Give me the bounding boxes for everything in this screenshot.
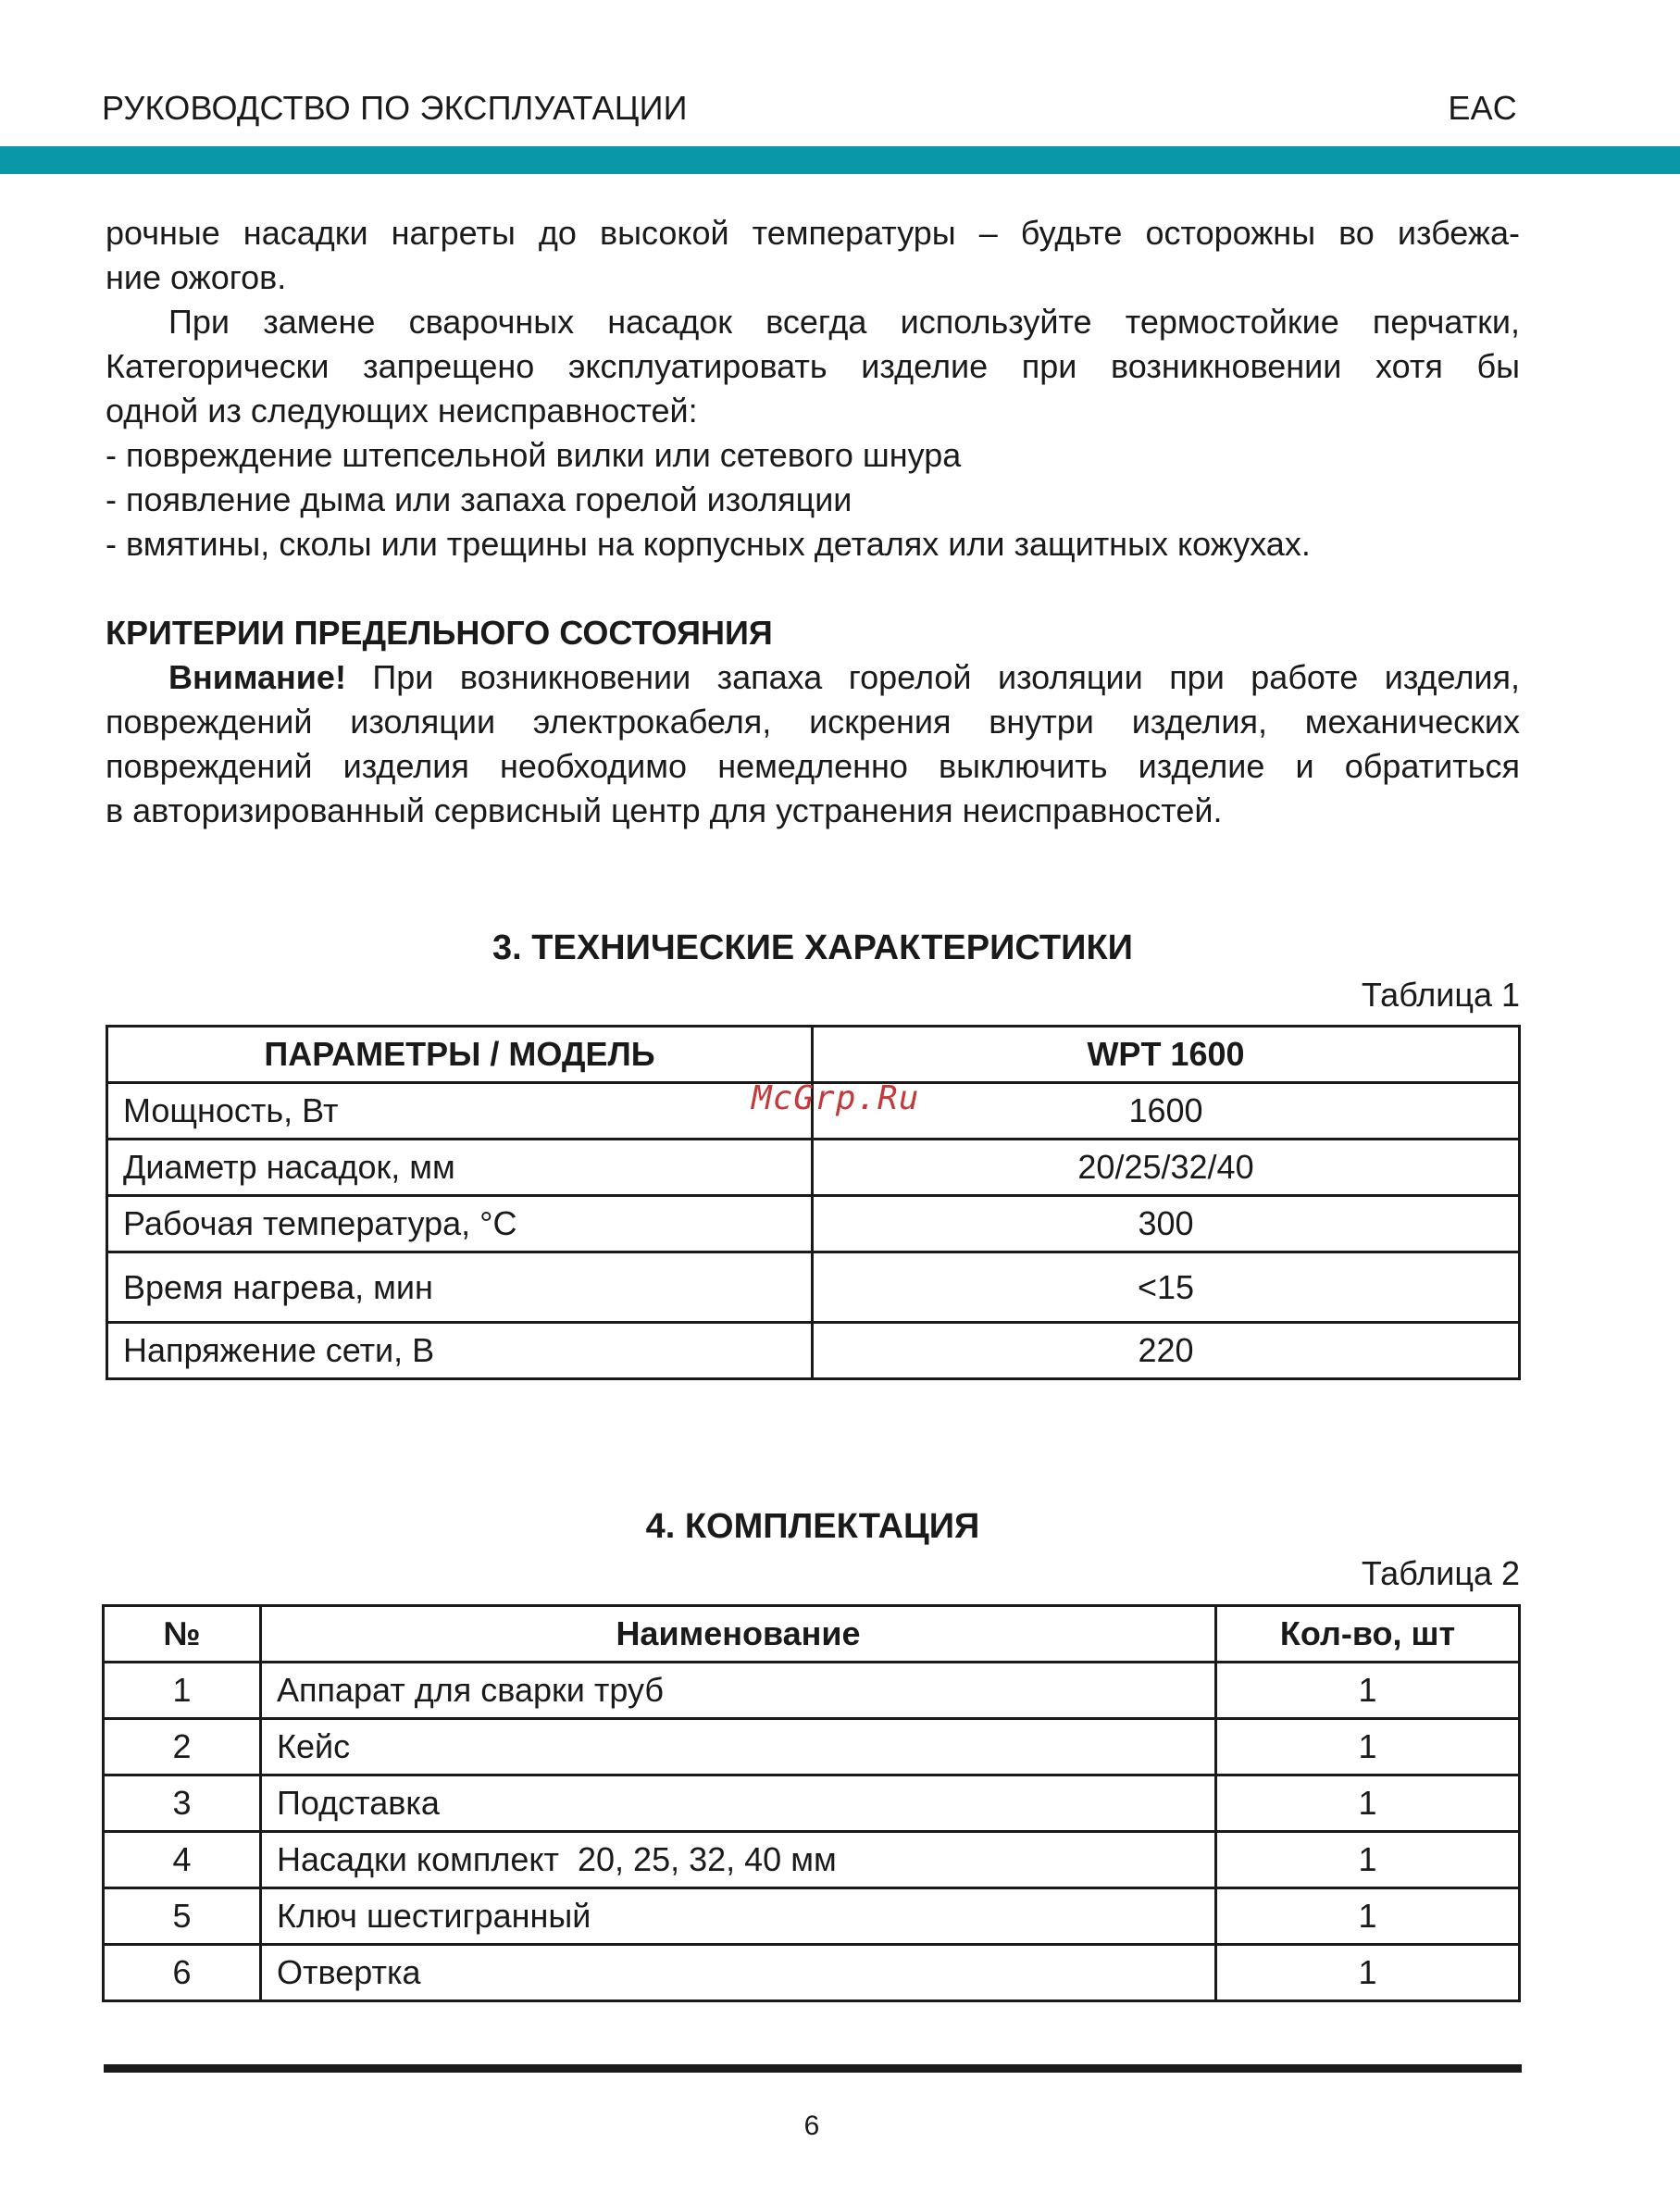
body-text — [106, 211, 1520, 833]
column-header-number: № — [104, 1606, 261, 1663]
table-caption: Таблица 2 — [1361, 1554, 1520, 1592]
bullet-item: - вмятины, сколы или трещины на корпусных деталях или защитных кожухах. — [106, 525, 1311, 563]
table-header-row — [107, 1027, 1520, 1083]
table-row — [104, 1775, 1520, 1832]
name-cell: Аппарат для сварки труб — [261, 1663, 1216, 1719]
header-title: РУКОВОДСТВО ПО ЭКСПЛУАТАЦИИ — [102, 89, 688, 127]
number-cell: 5 — [104, 1888, 261, 1945]
name-cell: Насадки комплект 20, 25, 32, 40 мм — [261, 1832, 1216, 1888]
bullet-item: - появление дыма или запаха горелой изоляции — [106, 480, 852, 518]
qty-cell: 1 — [1216, 1719, 1520, 1775]
paragraph-line: в авторизированный сервисный центр для устранения неисправностей. — [106, 791, 1223, 829]
param-cell: Рабочая температура, °С — [107, 1196, 813, 1252]
column-header-qty: Кол-во, шт — [1216, 1606, 1520, 1663]
qty-cell: 1 — [1216, 1775, 1520, 1832]
paragraph-line: Категорически запрещено эксплуатировать изделие при возникновении хотя бы — [106, 347, 1520, 385]
table-row — [107, 1196, 1520, 1252]
paragraph-line: При замене сварочных насадок всегда используйте термостойкие перчатки, — [168, 303, 1520, 341]
table-header-row — [104, 1606, 1520, 1663]
param-cell: Время нагрева, мин — [107, 1252, 813, 1323]
attention-text: При возникновении запаха горелой изоляции при работе изделия, — [345, 658, 1520, 696]
table-row — [104, 1832, 1520, 1888]
column-header-name: Наименование — [261, 1606, 1216, 1663]
table-row — [107, 1323, 1520, 1379]
name-cell: Подставка — [261, 1775, 1216, 1832]
param-cell: Диаметр насадок, мм — [107, 1140, 813, 1196]
qty-cell: 1 — [1216, 1945, 1520, 2001]
qty-cell: 1 — [1216, 1888, 1520, 1945]
name-cell: Кейс — [261, 1719, 1216, 1775]
page-number: 6 — [803, 2111, 820, 2141]
table-row — [104, 1663, 1520, 1719]
paragraph-line: ние ожогов. — [106, 258, 287, 296]
column-header-model: WPT 1600 — [813, 1027, 1520, 1083]
value-cell: <15 — [813, 1252, 1520, 1323]
number-cell: 3 — [104, 1775, 261, 1832]
bullet-item: - повреждение штепсельной вилки или сетевого шнура — [106, 436, 962, 474]
paragraph-line: повреждений изделия необходимо немедленно выключить изделие и обратиться — [106, 747, 1520, 785]
footer-rule — [104, 2064, 1522, 2073]
name-cell: Отвертка — [261, 1945, 1216, 2001]
page-header — [102, 89, 1517, 128]
number-cell: 2 — [104, 1719, 261, 1775]
value-cell: 300 — [813, 1196, 1520, 1252]
eac-mark: EAC — [1448, 89, 1517, 127]
value-cell: 1600 — [813, 1083, 1520, 1140]
spacer — [106, 567, 1520, 611]
criteria-heading: КРИТЕРИИ ПРЕДЕЛЬНОГО СОСТОЯНИЯ — [106, 614, 773, 652]
watermark: McGrp.Ru — [752, 1079, 920, 1117]
value-cell: 20/25/32/40 — [813, 1140, 1520, 1196]
name-cell: Ключ шестигранный — [261, 1888, 1216, 1945]
table-row — [104, 1945, 1520, 2001]
column-header-param: ПАРАМЕТРЫ / МОДЕЛЬ — [107, 1027, 813, 1083]
number-cell: 4 — [104, 1832, 261, 1888]
paragraph-line: рочные насадки нагреты до высокой температуры – будьте осторожны во избежа- — [106, 214, 1520, 252]
table-row — [104, 1888, 1520, 1945]
specs-table — [106, 1025, 1521, 1380]
param-cell: Мощность, Вт — [107, 1083, 813, 1140]
table-row — [107, 1252, 1520, 1323]
kit-table — [102, 1604, 1521, 2002]
kit-heading: 4. КОМПЛЕКТАЦИЯ — [645, 1507, 980, 1546]
header-band — [0, 146, 1680, 174]
table-row — [104, 1719, 1520, 1775]
number-cell: 1 — [104, 1663, 261, 1719]
value-cell: 220 — [813, 1323, 1520, 1379]
qty-cell: 1 — [1216, 1663, 1520, 1719]
paragraph-line: повреждений изоляции электрокабеля, искрения внутри изделия, механических — [106, 703, 1520, 741]
paragraph-line — [106, 655, 1520, 700]
specs-heading: 3. ТЕХНИЧЕСКИЕ ХАРАКТЕРИСТИКИ — [492, 928, 1133, 967]
table-caption: Таблица 1 — [1361, 976, 1520, 1014]
table-row — [107, 1140, 1520, 1196]
param-cell: Напряжение сети, В — [107, 1323, 813, 1379]
number-cell: 6 — [104, 1945, 261, 2001]
attention-label: Внимание! — [168, 658, 346, 696]
paragraph-line: одной из следующих неисправностей: — [106, 392, 698, 430]
qty-cell: 1 — [1216, 1832, 1520, 1888]
